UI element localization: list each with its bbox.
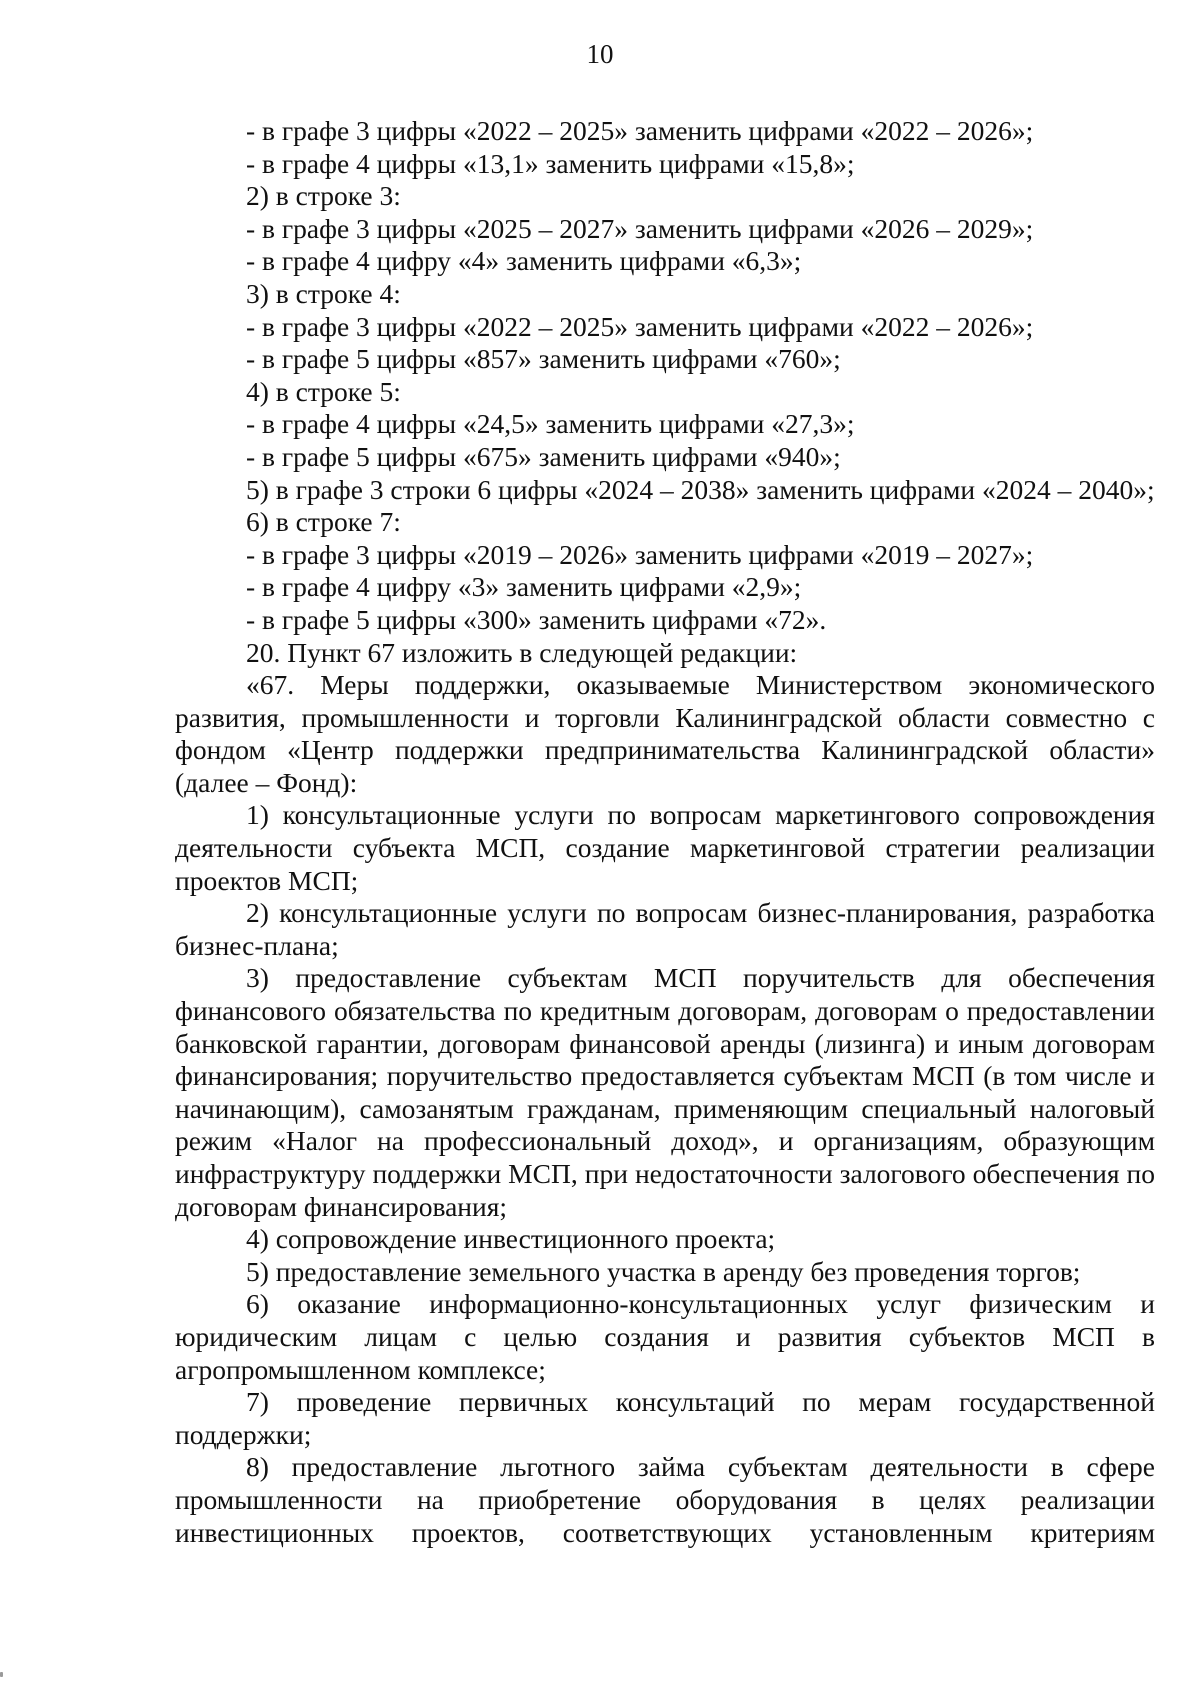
scan-artifact (0, 1672, 3, 1677)
paragraph: - в графе 4 цифру «4» заменить цифрами «6,3»; (246, 245, 802, 277)
paragraph: - в графе 5 цифры «857» заменить цифрами «760»; (246, 343, 841, 375)
paragraph: 5) в графе 3 строки 6 цифры «2024 – 2038» заменить цифрами «2024 – 2040»; (246, 473, 1155, 505)
paragraph: 3) предоставление субъектам МСП поручительств для обеспечения финансового обязательства по кредитным договорам, договорам о предоставлении банковской гарантии, договорам финансовой аренды (лизинга) и иным договорам финансирования; поручительство предоставляется субъектам МСП (в том числе и начинающим), самозанятым гражданам, применяющим специальный налоговый режим «Налог на профессиональный доход», и организациям, образующим инфраструктуру поддержки МСП, при недостаточности залогового обеспечения по договорам финансирования; (175, 962, 1155, 1222)
paragraph: 7) проведение первичных консультаций по мерам государственной поддержки; (175, 1386, 1155, 1450)
paragraph: - в графе 4 цифры «24,5» заменить цифрами «27,3»; (246, 408, 855, 440)
paragraph: 2) консультационные услуги по вопросам бизнес-планирования, разработка бизнес-плана; (175, 897, 1155, 961)
paragraph: - в графе 3 цифры «2022 – 2025» заменить цифрами «2022 – 2026»; (246, 310, 1034, 342)
paragraph: 20. Пункт 67 изложить в следующей редакции: (246, 636, 798, 668)
paragraph: 6) оказание информационно-консультационных услуг физическим и юридическим лицам с целью создания и развития субъектов МСП в агропромышленном комплексе; (175, 1288, 1155, 1385)
paragraph: - в графе 3 цифры «2019 – 2026» заменить цифрами «2019 – 2027»; (246, 538, 1034, 570)
paragraph: - в графе 5 цифры «675» заменить цифрами «940»; (246, 440, 841, 472)
paragraph: 3) в строке 4: (246, 277, 401, 309)
paragraph: «67. Меры поддержки, оказываемые Министерством экономического развития, промышленности и торговли Калининградской области совместно с фондом «Центр поддержки предпринимательства Калининградской области» (далее – Фонд): (175, 669, 1155, 798)
paragraph: - в графе 4 цифры «13,1» заменить цифрами «15,8»; (246, 147, 855, 179)
paragraph: 1) консультационные услуги по вопросам маркетингового сопровождения деятельности субъекта МСП, создание маркетинговой стратегии реализации проектов МСП; (175, 799, 1155, 896)
paragraph: 6) в строке 7: (246, 506, 401, 538)
paragraph: 5) предоставление земельного участка в аренду без проведения торгов; (246, 1255, 1081, 1287)
paragraph: 2) в строке 3: (246, 180, 401, 212)
paragraph: - в графе 3 цифры «2022 – 2025» заменить цифрами «2022 – 2026»; (246, 115, 1034, 146)
paragraph: - в графе 5 цифры «300» заменить цифрами «72». (246, 603, 827, 635)
paragraph: - в графе 3 цифры «2025 – 2027» заменить цифрами «2026 – 2029»; (246, 212, 1034, 244)
paragraph: - в графе 4 цифру «3» заменить цифрами «2,9»; (246, 571, 802, 603)
paragraph: 4) сопровождение инвестиционного проекта; (246, 1223, 776, 1255)
paragraph: 4) в строке 5: (246, 375, 401, 407)
document-body (175, 115, 1155, 1549)
page-number: 10 (586, 39, 614, 69)
paragraph: 8) предоставление льготного займа субъектам деятельности в сфере промышленности на приобретение оборудования в целях реализации инвестиционных проектов, соответствующих установленным критериям (175, 1451, 1155, 1548)
